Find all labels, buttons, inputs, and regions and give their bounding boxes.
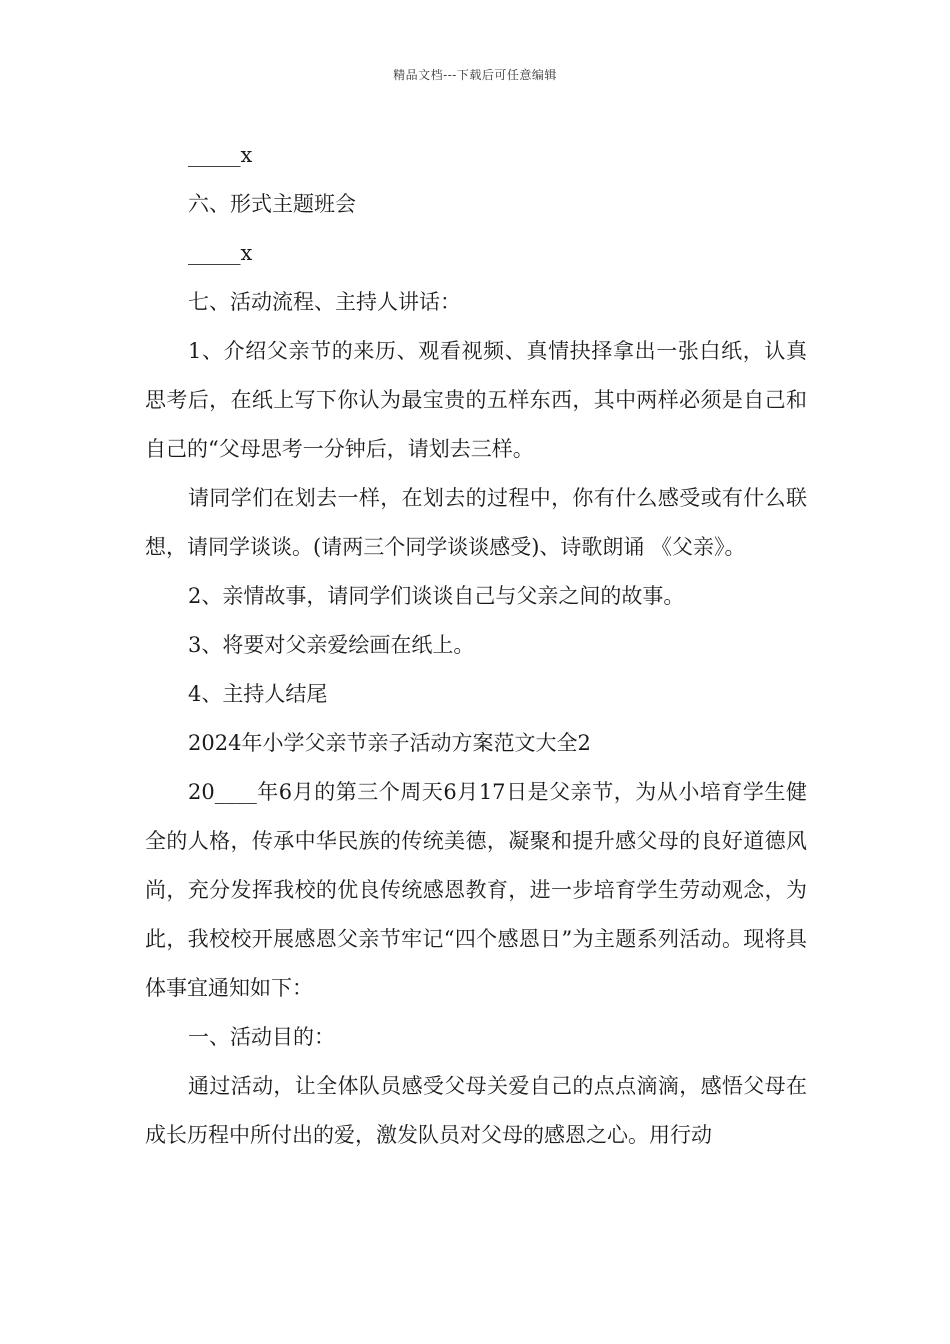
section-heading-1: 一、活动目的：: [188, 1025, 335, 1049]
blank-line-1: _____x: [188, 143, 253, 167]
document-body: [145, 131, 807, 1160]
blank-line-2: _____x: [188, 241, 253, 265]
document-subtitle: 2024年小学父亲节亲子活动方案范文大全2: [188, 731, 591, 755]
paragraph-discussion: 请同学们在划去一样，在划去的过程中，你有什么感受或有什么联想，请同学谈谈。(请两三个同学谈谈感受)、诗歌朗诵 《父亲》。: [145, 486, 807, 559]
paragraph-step-3: 3、将要对父亲爱绘画在纸上。: [188, 633, 475, 657]
section-heading-7: 七、活动流程、主持人讲话：: [188, 290, 461, 314]
paragraph-purpose: 通过活动，让全体队员感受父母关爱自己的点点滴滴，感悟父母在成长历程中所付出的爱，激发队员对父母的感恩之心。用行动: [145, 1074, 807, 1147]
paragraph-step-1: 1、介绍父亲节的来历、观看视频、真情抉择拿出一张白纸，认真思考后，在纸上写下你认为最宝贵的五样东西，其中两样必须是自己和自己的“父母思考一分钟后，请划去三样。: [145, 339, 807, 461]
section-heading-6: 六、形式主题班会: [188, 192, 356, 216]
paragraph-intro: 20____年6月的第三个周天6月17日是父亲节，为从小培育学生健全的人格，传承中华民族的传统美德，凝聚和提升感父母的良好道德风尚，充分发挥我校的优良传统感恩教育，进一步培育学生劳动观念，为此，我校校开展感恩父亲节牢记“四个感恩日”为主题系列活动。现将具体事宜通知如下：: [145, 780, 807, 1000]
paragraph-step-2: 2、亲情故事，请同学们谈谈自己与父亲之间的故事。: [188, 584, 685, 608]
paragraph-step-4: 4、主持人结尾: [188, 682, 328, 706]
page-header: 精品文档---下载后可任意编辑: [393, 68, 557, 82]
